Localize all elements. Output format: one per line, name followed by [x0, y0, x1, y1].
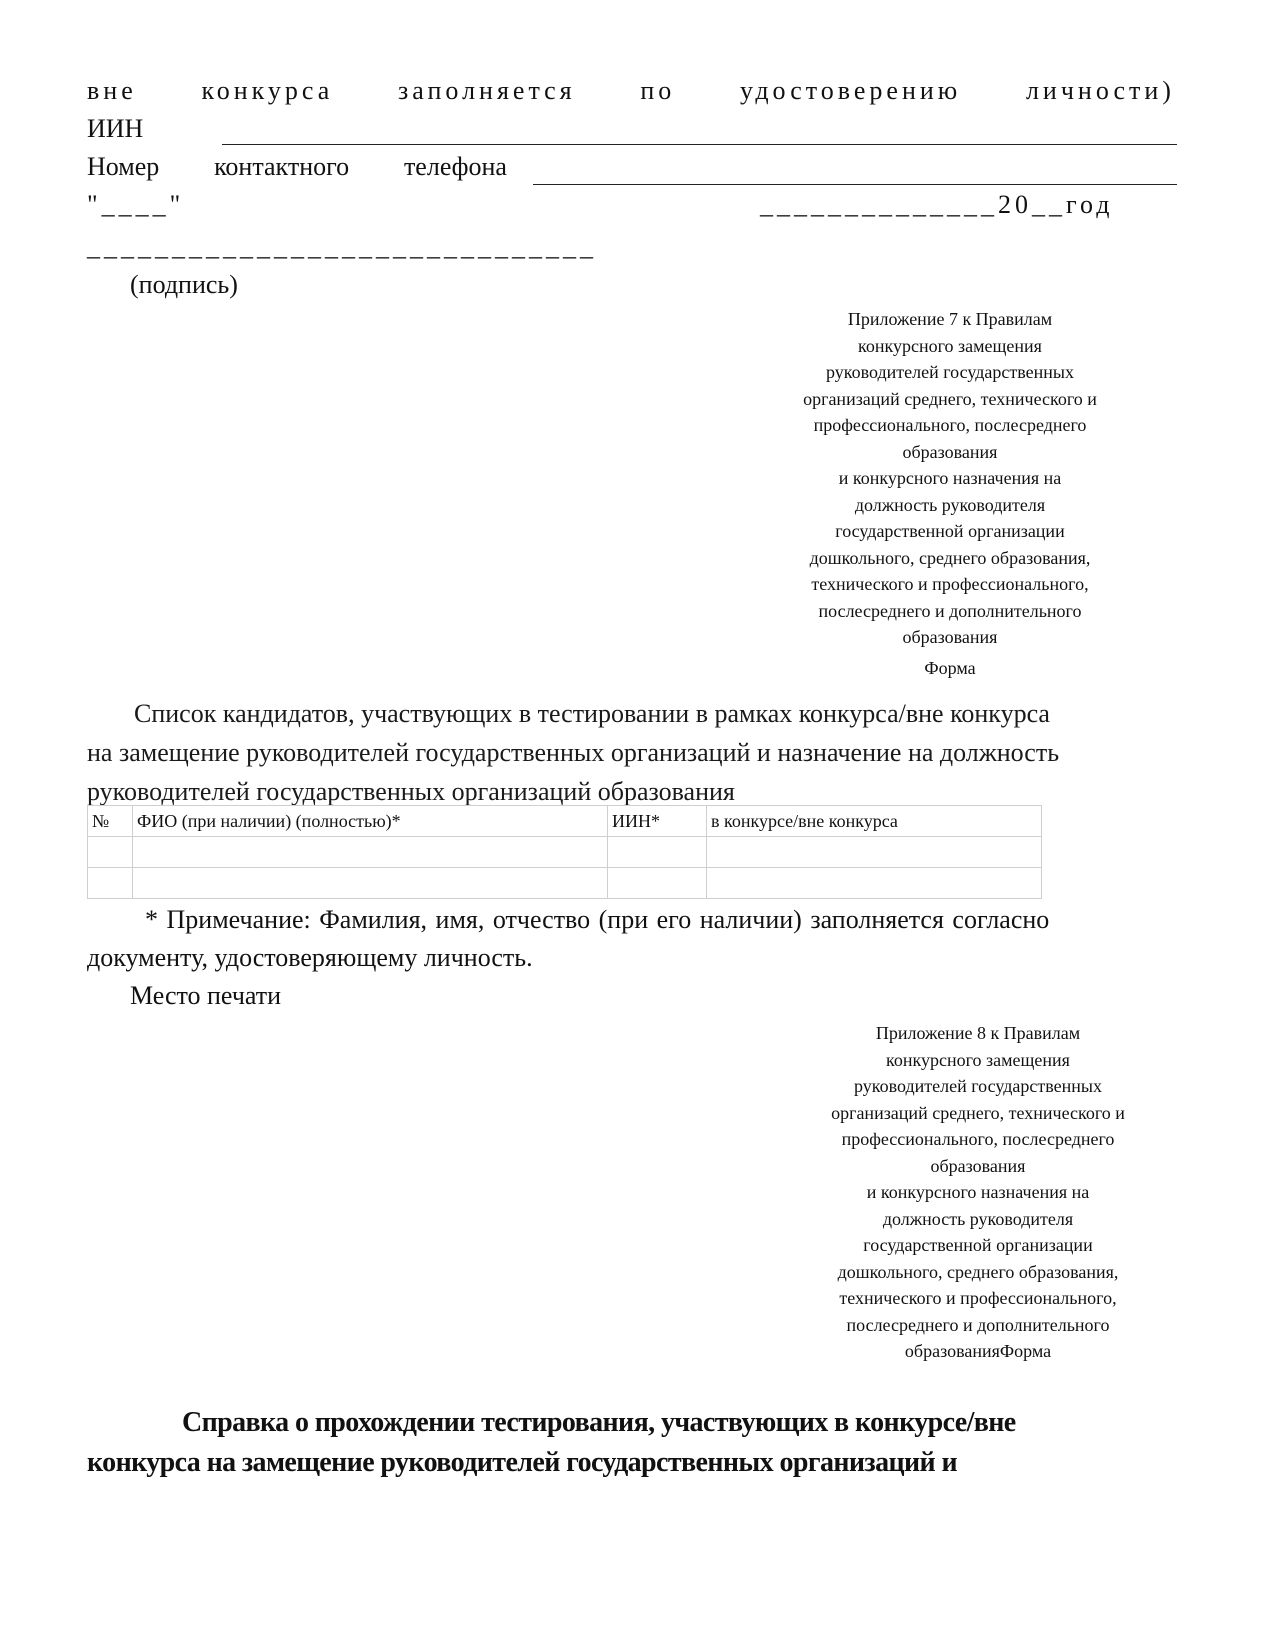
- certificate-title: [87, 1403, 1016, 1483]
- table-cell[interactable]: [133, 837, 608, 868]
- table-cell[interactable]: [88, 837, 133, 868]
- appendix-line: должность руководителя: [854, 494, 1046, 515]
- phone-field-line[interactable]: [533, 184, 1177, 185]
- appendix-line: дошкольного, среднего образования,: [837, 1261, 1119, 1282]
- appendix-line: конкурсного замещения: [858, 335, 1042, 356]
- date-year-field[interactable]: ______________20__год: [760, 190, 1114, 219]
- appendix-line: профессионального, послесреднего: [841, 1129, 1115, 1149]
- appendix-line: руководителей государственных: [854, 1076, 1102, 1096]
- title-line: руководителей государственных организаций образования: [87, 777, 735, 806]
- appendix-8-header: [768, 1020, 1188, 1365]
- appendix-line: технического и профессионального,: [839, 1288, 1117, 1308]
- table-cell[interactable]: [707, 868, 1042, 899]
- line-outside-competition: [87, 76, 1175, 106]
- table-row: [88, 837, 1042, 868]
- appendix-line: образования: [902, 441, 998, 462]
- appendix-line: и конкурсного назначения на: [866, 1182, 1090, 1202]
- note-line: документу, удостоверяющему личность.: [87, 943, 533, 972]
- appendix-line: государственной организации: [835, 521, 1065, 541]
- word: конкурса: [201, 76, 334, 105]
- appendix-line: дошкольного, среднего образования,: [809, 547, 1091, 568]
- iin-label: ИИН: [87, 114, 144, 143]
- candidates-list-title: [87, 694, 1187, 811]
- col-iin: ИИН*: [608, 806, 707, 837]
- appendix-line: государственной организации: [863, 1235, 1093, 1255]
- word: личности): [1025, 76, 1175, 105]
- table-cell[interactable]: [608, 837, 707, 868]
- word: вне: [87, 76, 137, 105]
- appendix-line: образования: [902, 627, 998, 647]
- appendix-line: организаций среднего, технического и: [831, 1102, 1125, 1123]
- table-header-row: [88, 806, 1042, 837]
- date-day-field[interactable]: "____": [87, 190, 185, 219]
- word: удостоверению: [739, 76, 962, 105]
- note-line: * Примечание: Фамилия, имя, отчество (при его наличии) заполняется согласно: [145, 905, 1050, 934]
- appendix-line: профессионального, послесреднего: [813, 415, 1087, 435]
- iin-field-line[interactable]: [222, 144, 1177, 145]
- footnote: [87, 901, 1177, 1015]
- appendix-line: образованияФорма: [904, 1341, 1052, 1361]
- table-row: [88, 868, 1042, 899]
- appendix-line: послесреднего и дополнительного: [846, 1314, 1110, 1335]
- appendix-line: Приложение 8 к Правилам: [875, 1023, 1081, 1043]
- appendix-line: Приложение 7 к Правилам: [847, 309, 1053, 329]
- appendix-line: и конкурсного назначения на: [838, 468, 1062, 488]
- phone-label: [87, 152, 507, 182]
- appendix-line: должность руководителя: [882, 1208, 1074, 1229]
- word: Номер: [87, 152, 160, 181]
- signature-label: (подпись): [130, 270, 238, 299]
- appendix-line: образования: [930, 1155, 1026, 1176]
- table-cell[interactable]: [707, 837, 1042, 868]
- table-cell[interactable]: [133, 868, 608, 899]
- appendix-line: организаций среднего, технического и: [803, 388, 1097, 409]
- title-line: на замещение руководителей государственных организаций и назначение на должность: [87, 738, 1060, 767]
- appendix-7-header: [740, 306, 1160, 681]
- word: телефона: [403, 152, 507, 181]
- stamp-place: Место печати: [130, 981, 282, 1010]
- candidates-table: [87, 805, 1042, 899]
- form-label: Форма: [924, 657, 976, 678]
- table-cell[interactable]: [88, 868, 133, 899]
- word: контактного: [214, 152, 350, 181]
- signature-line[interactable]: ______________________________: [87, 232, 597, 261]
- word: по: [640, 76, 676, 105]
- appendix-line: конкурсного замещения: [886, 1049, 1070, 1070]
- word: заполняется: [398, 76, 576, 105]
- title-line: конкурса на замещение руководителей государственных организаций и: [87, 1447, 958, 1478]
- title-line: Справка о прохождении тестирования, участвующих в конкурсе/вне: [182, 1407, 1016, 1438]
- appendix-line: технического и профессионального,: [811, 574, 1089, 594]
- title-line: Список кандидатов, участвующих в тестировании в рамках конкурса/вне конкурса: [134, 699, 1050, 728]
- col-competition-status: в конкурсе/вне конкурса: [707, 806, 1042, 837]
- col-full-name: ФИО (при наличии) (полностью)*: [133, 806, 608, 837]
- appendix-line: послесреднего и дополнительного: [818, 600, 1082, 621]
- appendix-line: руководителей государственных: [826, 362, 1074, 382]
- col-number: №: [88, 806, 133, 837]
- table-cell[interactable]: [608, 868, 707, 899]
